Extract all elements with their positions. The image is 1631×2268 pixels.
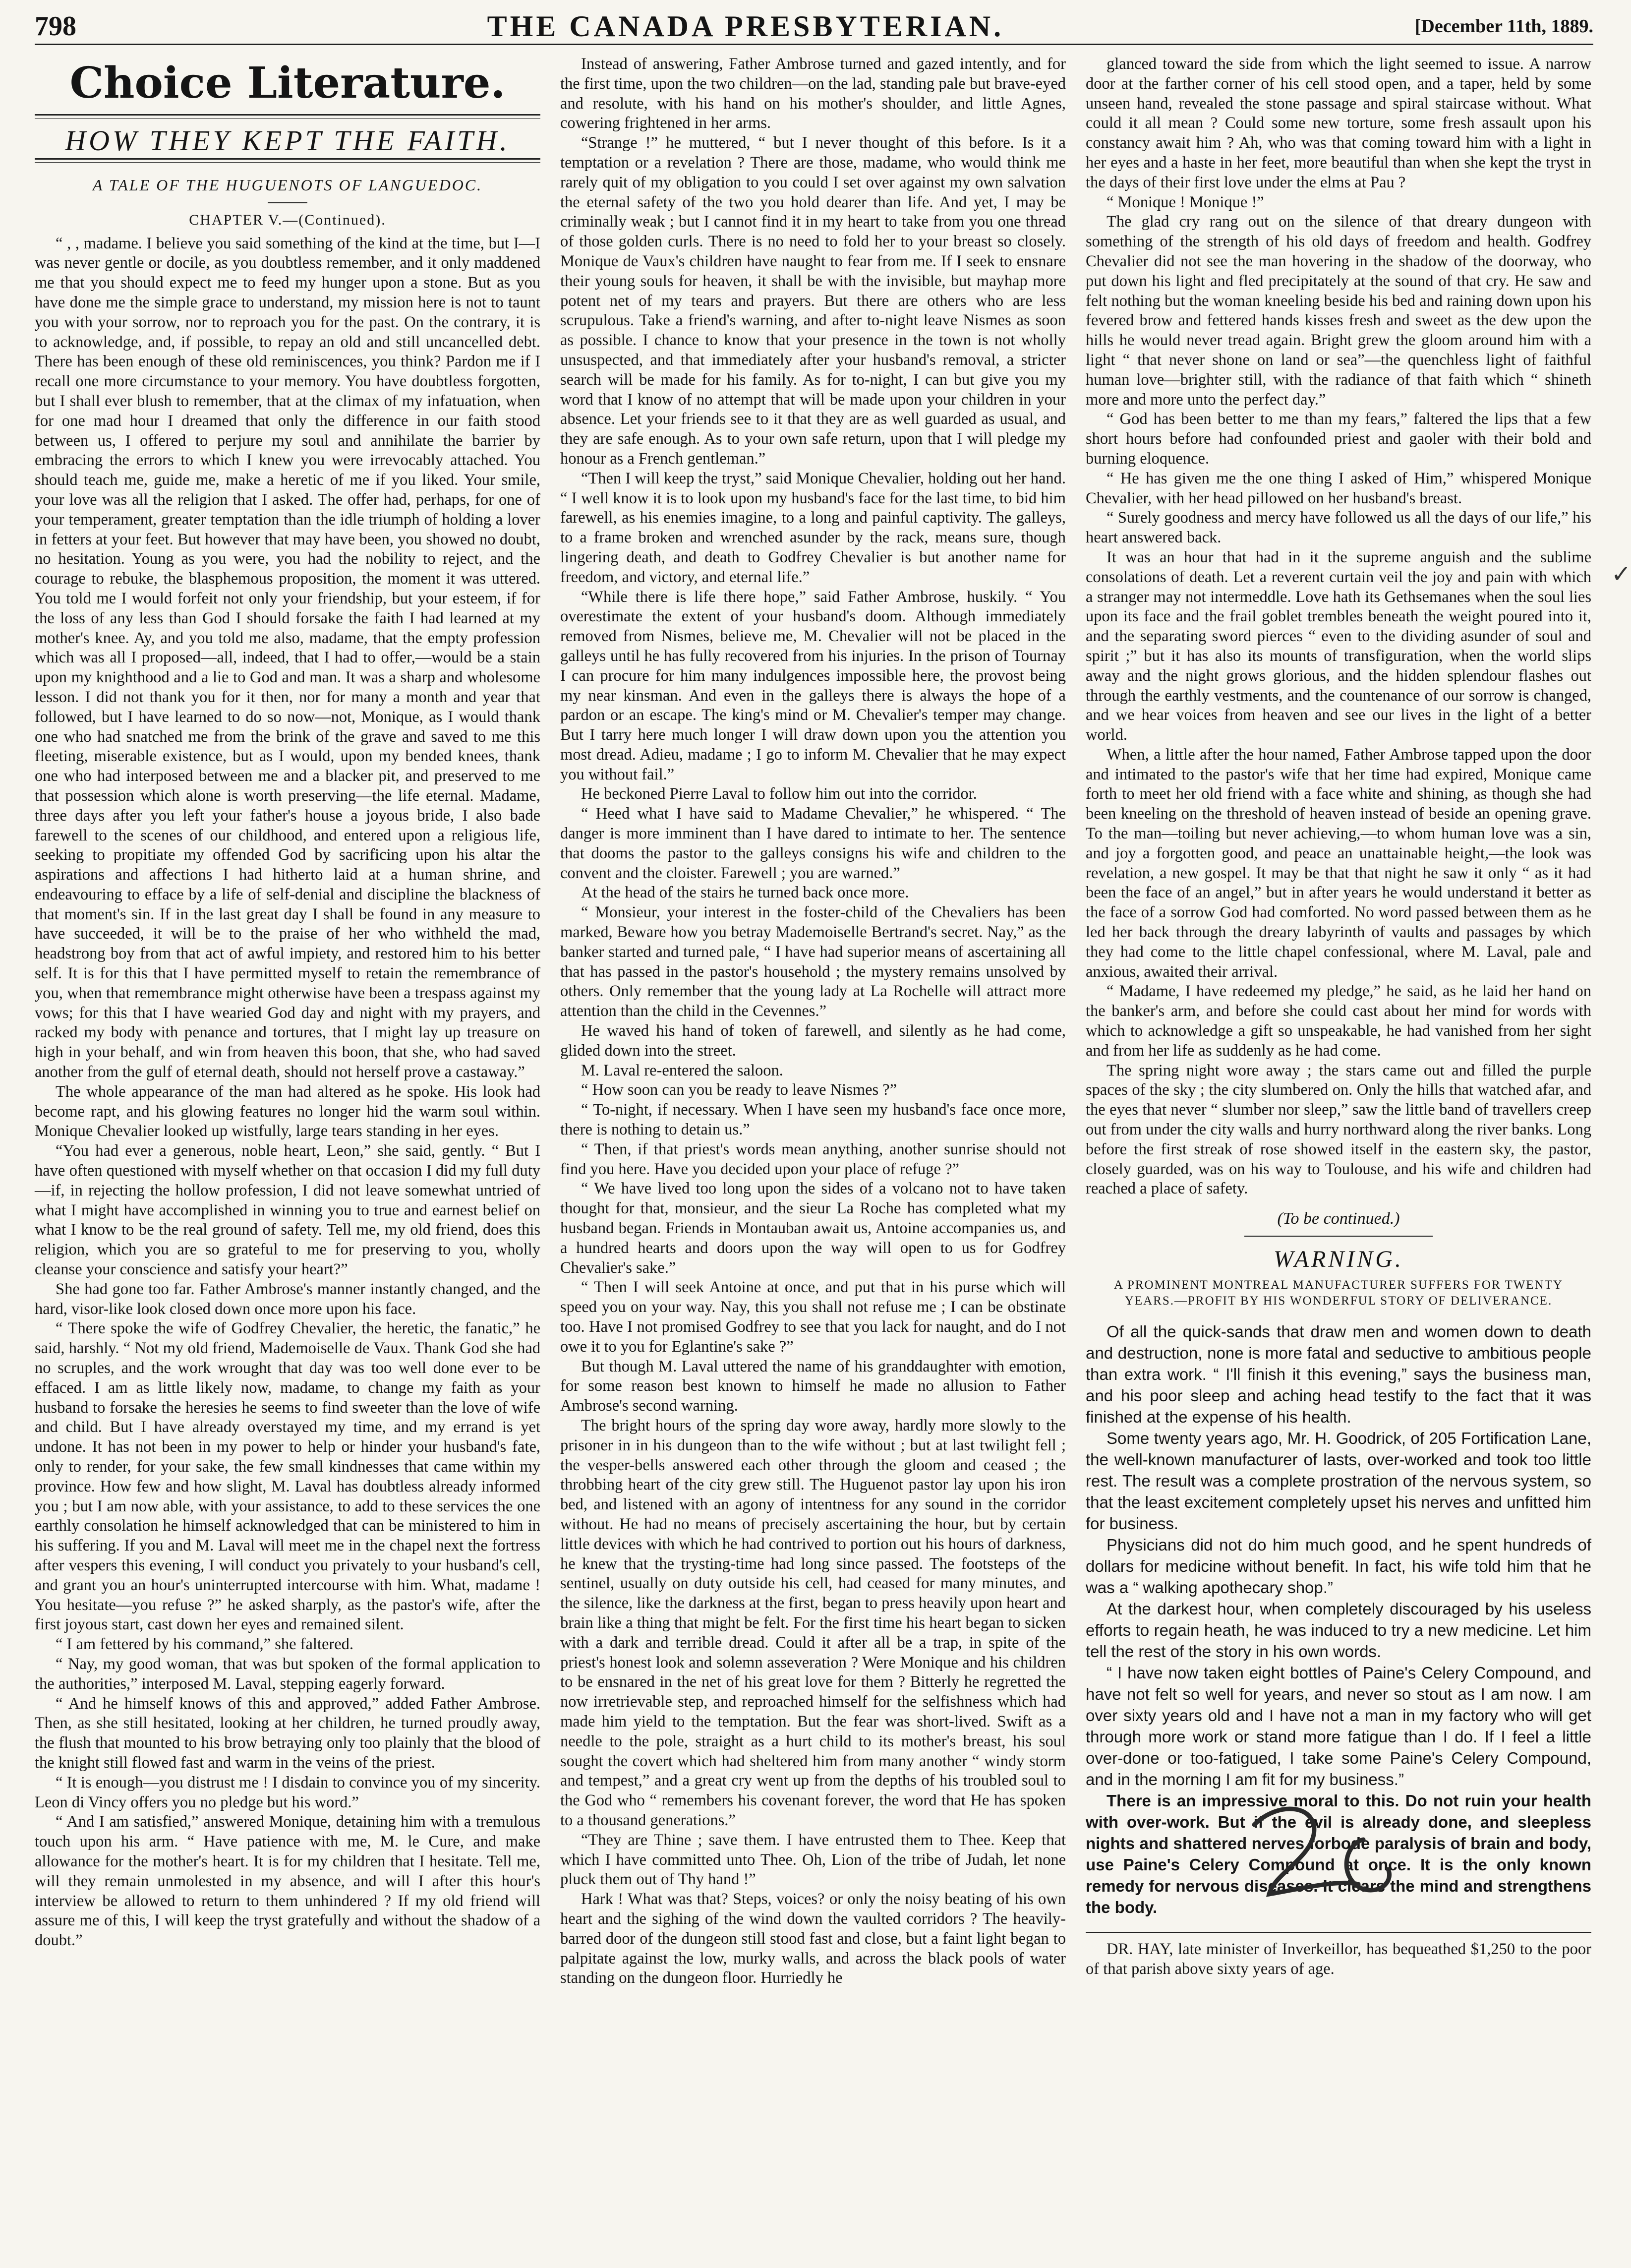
story-paragraph: “ Then, if that priest's words mean anything, another sunrise should not find you here. Have you decided upon your place of refuge ?” — [560, 1140, 1066, 1178]
subtitle-rule — [268, 202, 307, 203]
advert-paragraph: Physicians did not do him much good, and he spent hundreds of dollars for medicine without benefit. In fact, his wife told him that he was a “ walking apothecary shop.” — [1086, 1535, 1591, 1597]
story-subtitle: A TALE OF THE HUGUENOTS OF LANGUEDOC. — [92, 176, 483, 194]
chapter-heading: CHAPTER V.—(Continued). — [189, 211, 386, 228]
margin-mark-icon: ✓ — [1611, 561, 1631, 588]
story-paragraph: “ We have lived too long upon the sides of a volcano not to have taken thought for that, monsieur, and the sieur La Roche has completed what my husband began. Friends in Montauban await us, Antoine accompanies us, and a hundred hearts and doors upon the way will open to us for Godfrey Chevalier's sake.” — [560, 1180, 1066, 1277]
story-paragraph: “ It is enough—you distrust me ! I disdain to convince you of my sincerity. Leon di Vincy offers you no pledge but his word.” — [35, 1773, 540, 1811]
section-divider — [1244, 1236, 1433, 1237]
column-2 — [560, 55, 1066, 2258]
story-paragraph: “ Monique ! Monique !” — [1107, 193, 1264, 211]
advert-paragraph: At the darkest hour, when completely discouraged by his useless efforts to regain heath, he was induced to try a new medicine. Let him tell the rest of the story in his own words. — [1086, 1599, 1591, 1661]
story-paragraph: When, a little after the hour named, Father Ambrose tapped upon the door and intimated to the pastor's wife that her time had expired, Monique came forth to meet her old friend with a face white and shining, as though she had been kneeling on the threshold of heaven instead of beside an opening grave. To the man—toiling but never achieving,—to whom human love was a sin, and joy a forgotten good, and peace an unattainable height,—the look was revelation, a new gospel. It may be that that night he saw it only “ as it had been the face of an angel,” but in after years he would understand it better as the face of a sorrow God had comforted. No word passed between them as he led her back through the dreary labyrinth of vaults and passages by which they had come to the little chapel confessional, where M. Laval, pale and anxious, awaited their arrival. — [1086, 745, 1591, 981]
story-paragraph: “ Surely goodness and mercy have followed us all the days of our life,” his heart answered back. — [1086, 509, 1591, 547]
story-paragraph: He beckoned Pierre Laval to follow him out into the corridor. — [581, 785, 977, 803]
story-paragraph: The whole appearance of the man had altered as he spoke. His look had become rapt, and his glowing features no longer hid the warm soul within. Monique Chevalier looked up wistfully, large tears standing in her eyes. — [35, 1082, 540, 1140]
page-number: 798 — [35, 11, 76, 42]
story-paragraph: “ Then I will seek Antoine at once, and put that in his purse which will speed you on your way. Nay, this you shall not refuse me ; I can be obstinate too. Have I not promised Godfrey to see that you lack for naught, and do I not owe it to you for Eglantine's sake ?” — [560, 1278, 1066, 1356]
story-paragraph: “ There spoke the wife of Godfrey Chevalier, the heretic, the fanatic,” he said, harshly. “ Not my old friend, Mademoiselle de Vaux. Thank God she had no scruples, and the work wrought that day was too well done ever to be effaced. I am as little likely now, madame, to change my faith as your husband to forsake the heresies he seems to find sweeter than the love of wife and child. But I have already overstayed my time, and my errand is yet undone. It has not been in my power to help or hinder your husband's fate, only to render, for your sake, the few small kindnesses that came within my province. How few and how slight, M. Laval has doubtless already informed you ; but I am now able, with your assistance, to add to these services the one earthly consolation he himself acknowledged that can be ministered to him in his suffering. If you and M. Laval will meet me in the chapel next the fortress after vespers this evening, I will conduct you privately to your husband's cell, and grant you an hour's uninterrupted intercourse with him. What, madame ! You hesitate—you refuse ?” he asked sharply, as the pastor's wife, after the first joyous start, cast down her eyes and remained silent. — [35, 1319, 540, 1634]
advert-title: WARNING. — [1274, 1246, 1403, 1273]
story-paragraph: “ Nay, my good woman, that was but spoken of the formal application to the authorities,” interposed M. Laval, stepping eagerly forward. — [35, 1655, 540, 1693]
story-paragraph: “ Madame, I have redeemed my pledge,” he said, as he laid her hand on the banker's arm, and before she could cast about her mind for words with which to acknowledge a gift so unspeakable, he had vanished from her sight and from her life as suddenly as he had come. — [1086, 982, 1591, 1060]
story-paragraph: The spring night wore away ; the stars came out and filled the purple spaces of the sky ; the city slumbered on. Only the hills that watched afar, and the eyes that never “ slumber nor sleep,” saw the little band of travellers creep out from under the city walls and hurry northward along the river banks. Long before the first streak of rose showed itself in the eastern sky, the pastor, closely guarded, was on his way to Toulouse, and his wife and children had reached a place of safety. — [1086, 1061, 1591, 1198]
story-paragraph: “Strange !” he muttered, “ but I never thought of this before. Is it a temptation or a revelation ? There are those, madame, who would think me rarely quit of my obligation to you could I set over against my own salvation the eternal safety of the two you hold dearer than life. And yet, I may be criminally weak ; but I cannot find it in my heart to take from you one thread of those golden curls. There is no need to fold her to your breast so closely. Monique de Vaux's children have naught to fear from me. If I seek to ensnare their young souls for heaven, it shall be with the invisible, but mayhap more potent net of my tears and prayers. But there are others who are less scrupulous. Take a friend's warning, and after to-night leave Nismes as soon as possible. I chance to know that your presence in the town is not wholly unsuspected, and that immediately after your husband's removal, a stricter search will be made for his family. As for to-night, I can but give you my word that I know of no attempt that will be made upon your children in your absence. Let your friends see to it that they are as well guarded as usual, and they are safe enough. As to your own safe return, upon that I will pledge my honour as a French gentleman.” — [560, 134, 1066, 468]
story-paragraph: “ And he himself knows of this and approved,” added Father Ambrose. Then, as she still hesitated, looking at her children, he turned proudly away, the flush that mounted to his brow betraying only too plainly that the blood of the knight still flowed fast and warm in the veins of the priest. — [35, 1694, 540, 1772]
advert-paragraph: Of all the quick-sands that draw men and women down to death and destruction, none is more fatal and seductive to ambitious people than extra work. “ I'll finish it this evening,” says the business man, and his poor sleep and aching head testify to the fact that it was finished at the expense of his health. — [1086, 1322, 1591, 1426]
story-paragraph: “ God has been better to me than my fears,” faltered the lips that a few short hours before had confounded priest and gaoler with their bold and burning eloquence. — [1086, 410, 1591, 468]
advert-paragraph: “ I have now taken eight bottles of Paine's Celery Compound, and have not felt so well for years, and never so stout as I am now. I am over sixty years old and I have not a man in my factory who will get through more work or stand more fatigue than I do. If I feel a little over-done or too-fatigued, I take some Paine's Celery Compound, and in the morning I am fit for my business.” — [1086, 1663, 1591, 1789]
advert-paragraph: There is an impressive moral to this. Do not ruin your health with over-work. But if the evil is already done, and sleepless nights and shattered nerves forbode paralysis of brain and body, use Paine's Celery Compound at once. It is the only known remedy for nervous diseases. It clears the mind and strengthens the body. — [1086, 1791, 1591, 1916]
story-paragraph: But though M. Laval uttered the name of his granddaughter with emotion, for some reason best known to himself he made no allusion to Father Ambrose's second warning. — [560, 1357, 1066, 1415]
story-paragraph: “Then I will keep the tryst,” said Monique Chevalier, holding out her hand. “ I well know it is to look upon my husband's face for the last time, to bid him farewell, as his enemies imagine, to a long and painful captivity. The galleys, to a frame broken and wrenched asunder by the rack, means sure, though lingering death, and death to Godfrey Chevalier is but another name for freedom, and victory, and eternal life.” — [560, 469, 1066, 586]
story-paragraph: “ Heed what I have said to Madame Chevalier,” he whispered. “ The danger is more imminent than I have dared to intimate to her. The sentence that dooms the pastor to the galleys consigns his wife and children to the convent and the cloister. Farewell ; you are warned.” — [560, 805, 1066, 882]
story-paragraph: “ , , madame. I believe you said something of the kind at the time, but I—I was never gentle or docile, as you doubtless remember, and it only maddened me that you should expect me to feed my hunger upon a stone. But as you have done me the simple grace to understand, my mission here is not to taunt you with your sorrow, nor to reproach you for the past. On the contrary, it is to acknowledge, and, if possible, to repay an old and still uncancelled debt. There has been enough of these old reminiscences, you think? Pardon me if I recall one more circumstance to your memory. You have doubtless forgotten, but I shall ever blush to remember, that at the climax of my infatuation, when for one mad hour I dreamed that only the difference in our faith stood between us, I offered to perjure my soul and annihilate the barrier by embracing the errors to which I knew you were irrevocably attached. You should teach me, guide me, make a heretic of me if you liked. Your smile, your love was all the religion that I asked. The offer had, perhaps, for one of your temperament, greater temptation than the idle triumph of holding a lover in fetters at your feet. But however that may have been, you showed no doubt, no hesitation. Young as you were, you had the nobility to reject, and the courage to rebuke, the blasphemous proposition, the moment it was uttered. You told me I would forfeit not only your friendship, but your esteem, if for the loss of any less than God I should forsake the faith I had learned at my mother's knee. Ay, and you told me also, madame, that the empty profession which was all I proposed—all, indeed, that I had to offer,—would be a stain upon my knighthood and a lie to God and man. It was a sharp and wholesome lesson. I did not thank you for it then, nor for many a month and year that followed, but I have learned to do so now—not, Monique, as I would thank one who had snatched me from the brink of the grave and saved to me this fleeting, miserable existence, but as I would, upon my bended knees, thank one who had interposed between me and a blacker pit, and preserved to me that possession which alone is worth preserving—the life eternal. Madame, three days after you left your father's house a joyous bride, I also bade farewell to the scenes of our childhood, and entered upon a religious life, seeking to propitiate my offended God by sacrificing upon his altar the aspirations and affections I had hitherto laid at a human shrine, and endeavouring to efface by a life of self-denial and discipline the blackness of that moment's sin. If in the last great day I shall be found in any measure to have succeeded, it will be to the praise of her who withheld the mad, headstrong boy from that act of awful impiety, and restored him to his better self. It is for this that I have permitted myself to retain the remembrance of you, when that remembrance might otherwise have been a trespass against my vows; for this that I have wearied God day and night with my prayers, and racked my body with penance and tortures, that I might lay up treasure on high in your behalf, and win from heaven this boon, that she, who had saved another from the gulf of eternal death, should not herself prove a castaway.” — [35, 234, 540, 1081]
section-title: Choice Literature. — [69, 58, 506, 108]
story-paragraph: The glad cry rang out on the silence of that dreary dungeon with something of the strength of his old days of freedom and health. Godfrey Chevalier did not see the man hovering in the shadow of the doorway, who put down his light and fled precipitately at the sound of that cry. He saw and felt nothing but the woman kneeling beside his bed and raining down upon his fevered brow and fettered hands kisses fresh and sweet as the dew upon the hills he would never tread again. Bright grew the gloom around him with a light “ that never shone on land or sea”—the quenchless light of faithful human love—brighter still, with the radiance of that faith which “ shineth more and more unto the perfect day.” — [1086, 213, 1591, 409]
story-paragraph: “ Monsieur, your interest in the foster-child of the Chevaliers has been marked, Beware how you betray Mademoiselle Bertrand's secret. Nay,” as the banker started and turned pale, “ I have had superior means of ascertaining all that has passed in the pastor's household ; the mystery remains unsolved by others. Only remember that the young lady at La Rochelle will attract more attention than the child in the Cevennes.” — [560, 903, 1066, 1020]
column-1 — [35, 55, 540, 2258]
story-title-rule — [35, 158, 540, 163]
title-rule — [35, 114, 540, 119]
issue-date: [December 11th, 1889. — [1414, 16, 1593, 37]
story-paragraph: “ He has given me the one thing I asked of Him,” whispered Monique Chevalier, with her head pillowed on her husband's breast. — [1086, 469, 1591, 507]
to-be-continued: (To be continued.) — [1277, 1209, 1400, 1228]
advert-paragraph: Some twenty years ago, Mr. H. Goodrick, of 205 Fortification Lane, the well-known manufacturer of lasts, over-worked and took too little rest. The result was a complete prostration of the nervous system, so that the least excitement completely upset his nerves and unfitted him for business. — [1086, 1429, 1591, 1533]
story-paragraph: “ How soon can you be ready to leave Nismes ?” — [581, 1081, 897, 1099]
news-note-text: DR. HAY, late minister of Inverkeillor, has bequeathed $1,250 to the poor of that parish above sixty years of age. — [1086, 1940, 1591, 1978]
column-3 — [1086, 55, 1591, 2258]
story-title: HOW THEY KEPT THE FAITH. — [65, 124, 510, 157]
news-note — [1086, 1932, 1591, 1979]
story-paragraph: At the head of the stairs he turned back once more. — [581, 884, 909, 902]
newspaper-title: THE CANADA PRESBYTERIAN. — [487, 9, 1004, 43]
story-paragraph: Instead of answering, Father Ambrose turned and gazed intently, and for the first time, upon the two children—on the lad, standing pale but brave-eyed and resolute, with his hand on his mother's shoulder, and little Agnes, cowering frightened in her arms. — [560, 55, 1066, 132]
story-paragraph: glanced toward the side from which the light seemed to issue. A narrow door at the farther corner of his cell stood open, and a taper, held by some unseen hand, revealed the stone passage and spiral staircase without. What could it all mean ? Could some new torture, some fresh assault upon his constancy await him ? Ah, who was that coming toward him with a light in her eyes and a haste in her feet, more beautiful than when she kept the tryst in the days of their first love under the elms at Pau ? — [1086, 55, 1591, 191]
story-paragraph: “ And I am satisfied,” answered Monique, detaining him with a tremulous touch upon his arm. “ Have patience with me, M. le Cure, and make allowance for the mother's heart. It is for my children that I hesitate. Tell me, will they remain unmolested in my absence, and will I after this hour's interview be allowed to return to them unhindered ? If my old friend will assure me of this, I will keep the tryst gratefully and without the shadow of a doubt.” — [35, 1813, 540, 1950]
story-paragraph: “They are Thine ; save them. I have entrusted them to Thee. Keep that which I have committed unto Thee. Oh, Lion of the tribe of Judah, let none pluck them out of Thy hand !” — [560, 1831, 1066, 1889]
story-paragraph: Hark ! What was that? Steps, voices? or only the noisy beating of his own heart and the sighing of the wind down the vaulted corridors ? The heavily-barred door of the dungeon still stood fast and close, but a faint light began to palpitate against the low, murky walls, and across the black pools of water standing on the dungeon floor. Hurriedly he — [560, 1890, 1066, 1987]
story-paragraph: “ I am fettered by his command,” she faltered. — [56, 1635, 353, 1654]
masthead — [35, 9, 1593, 45]
story-paragraph: He waved his hand of token of farewell, and silently as he had come, glided down into the street. — [560, 1022, 1066, 1060]
story-paragraph: “ To-night, if necessary. When I have seen my husband's face once more, there is nothing to detain us.” — [560, 1101, 1066, 1139]
handwritten-scribble-icon — [1239, 1795, 1403, 1924]
story-paragraph: “You had ever a generous, noble heart, Leon,” she said, gently. “ But I have often questioned with myself whether on that occasion I did my full duty—if, in rejecting the hollow profession, I did not leave somewhat untried of what I might have accomplished in winning you to true and earnest belief on what I know to be the real ground of safety. Tell me, my old friend, does this religion, which you are so grateful to me for preserving to you, wholly cleanse your conscience and satisfy your heart?” — [35, 1142, 540, 1279]
story-paragraph: “While there is life there hope,” said Father Ambrose, huskily. “ You overestimate the extent of your husband's doom. Although immediately removed from Nismes, believe me, M. Chevalier will not be placed in the galleys until he has fully recovered from his injuries. In the prison of Tournay I can procure for him many indulgences impossible here, the provost being my near kinsman. And even in the galleys there is always the hope of a pardon or an escape. The king's mind or M. Chevalier's temper may change. But I tarry here much longer I will draw down upon you the attention you most dread. Adieu, madame ; I go to inform M. Chevalier that he may expect you without fail.” — [560, 588, 1066, 783]
advert-headline: A PROMINENT MONTREAL MANUFACTURER SUFFERS FOR TWENTY YEARS.—PROFIT BY HIS WONDERFUL STORY OF DELIVERANCE. — [1114, 1278, 1563, 1308]
story-paragraph: M. Laval re-entered the saloon. — [581, 1061, 783, 1079]
story-paragraph: The bright hours of the spring day wore away, hardly more slowly to the prisoner in in his dungeon than to the wife without ; but at last twilight fell ; the vesper-bells answered each other through the gloom and ceased ; the throbbing heart of the city grew still. The Huguenot pastor lay upon his iron bed, and listened with an agony of intentness for any sound in the corridor without. He had no means of precisely ascertaining the hour, but by certain little devices with which he had contrived to portion out his hours of darkness, he knew that the trysting-time had long since passed. The footsteps of the sentinel, usually on duty outside his cell, had ceased for many minutes, and the silence, like the darkness at the first, began to press heavily upon heart and brain like a thing that might be felt. For the first time his heart began to sicken with a dark and terrible dread. Could it after all be a trap, in spite of the priest's honest look and solemn asseveration ? Were Monique and his children to be ensnared in the net of his great love for them ? Bitterly he regretted the now irretrievable step, and reproached himself for the selfishness which had made him yield to the temptation. But the fear was short-lived. Swift as a needle to the pole, straight as a hurt child to its mother's breast, his soul sought the covert which had sheltered him from many another “ windy storm and tempest,” and a great cry went up from the depths of his troubled soul to the God who “ remembers his covenant forever, the word that He has spoken to a thousand generations.” — [560, 1416, 1066, 1829]
story-paragraph: It was an hour that had in it the supreme anguish and the sublime consolations of death. Let a reverent curtain veil the joy and pain with which a stranger may not intermeddle. Love hath its Gethsemanes when the soul lies upon its face and the frail goblet trembles beneath the weight poured into it, and the separating sword pierces “ even to the dividing asunder of soul and spirit ;” but it has also its mounts of transfiguration, when the world slips away and the night grows glorious, and the hidden splendour flashes out through the earthly vestments, and the countenance of our sorrow is changed, and we hear voices from heaven and see our lives in the light of a better world. — [1086, 548, 1591, 744]
story-paragraph: She had gone too far. Father Ambrose's manner instantly changed, and the hard, visor-like look closed down once more upon his face. — [35, 1280, 540, 1318]
